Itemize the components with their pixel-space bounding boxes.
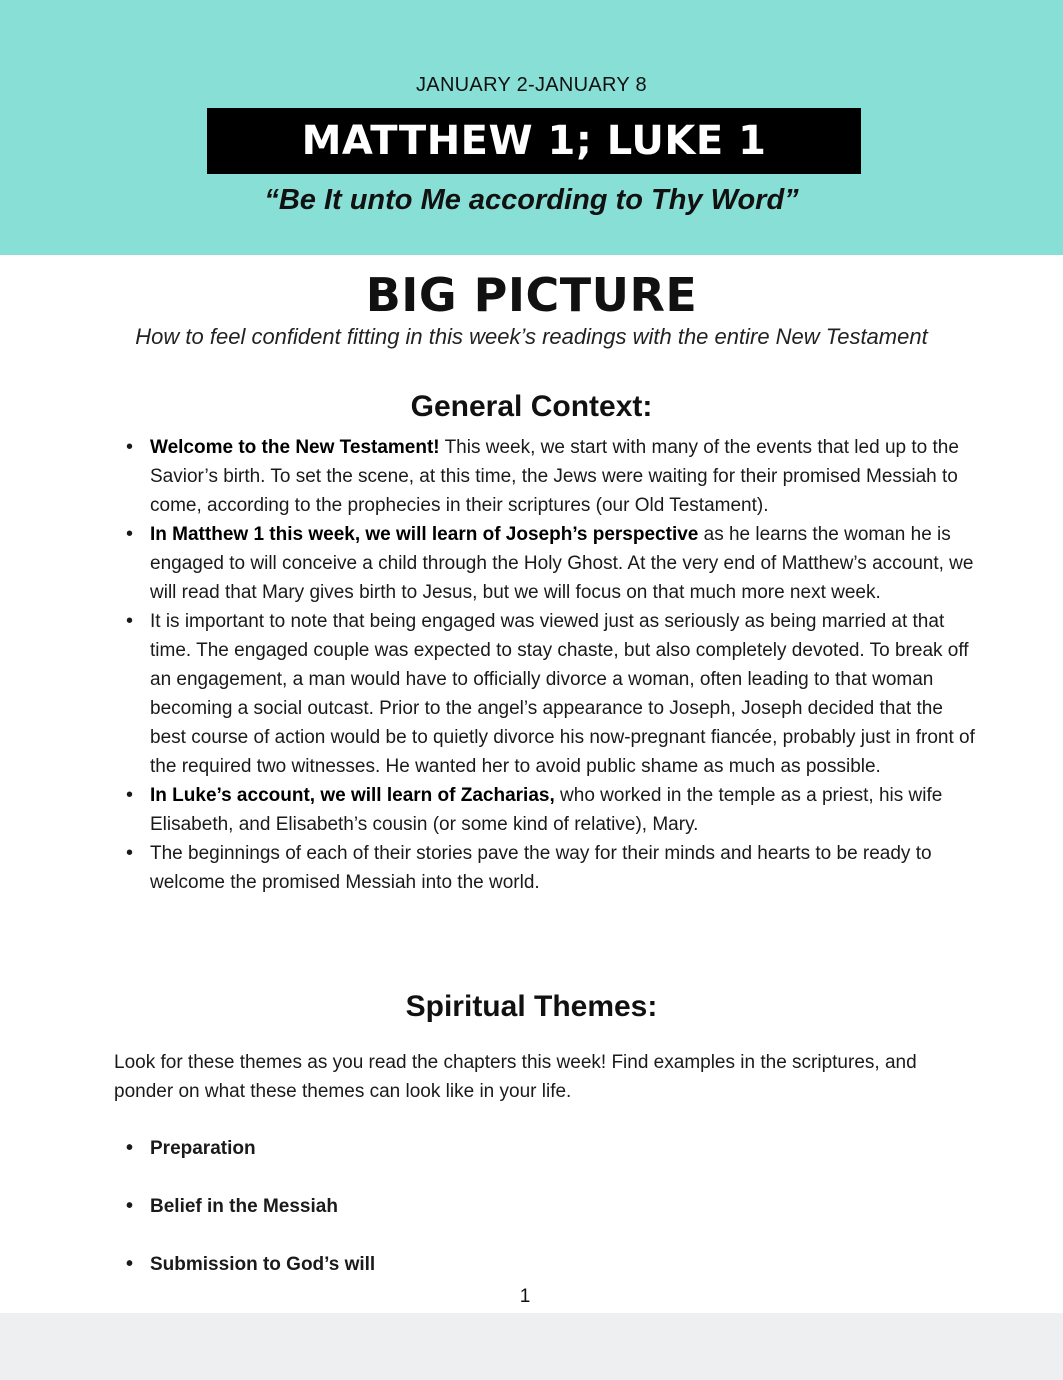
spiritual-themes-heading: Spiritual Themes: bbox=[405, 990, 658, 1023]
list-item bbox=[126, 781, 976, 839]
list-item bbox=[126, 433, 976, 520]
big-picture-tagline: How to feel confident fitting in this week’s readings with the entire New Testament bbox=[135, 324, 928, 349]
footer-band bbox=[0, 1313, 1063, 1380]
list-item-text: This week, we start with many of the events that led up to the Savior’s birth. To set the scene, at this time, the Jews were waiting for their promised Messiah to come, according to the prophecies in their scriptures (our Old Testament). bbox=[150, 437, 959, 516]
theme-item: • Belief in the Messiah bbox=[126, 1192, 976, 1221]
theme-item: • Preparation bbox=[126, 1134, 976, 1163]
big-picture-title: BIG PICTURE bbox=[365, 268, 698, 322]
theme-item: • Submission to God’s will bbox=[126, 1250, 976, 1279]
date-range: JANUARY 2-JANUARY 8 bbox=[416, 74, 647, 96]
list-item-text: as he learns the woman he is engaged to will conceive a child through the Holy Ghost. At the very end of Matthew’s account, we will read that Mary gives birth to Jesus, but we will focus on that much more next week. bbox=[150, 524, 974, 603]
spiritual-themes-intro: Look for these themes as you read the chapters this week! Find examples in the scriptures, and ponder on what these themes can look like in your life. bbox=[114, 1052, 917, 1102]
list-item bbox=[126, 520, 976, 607]
list-item-bold: Welcome to the New Testament! bbox=[150, 437, 440, 458]
list-item-text: It is important to note that being engaged was viewed just as seriously as being married at that time. The engaged couple was expected to stay chaste, but also completely devoted. To break off an engagement, a man would have to officially divorce a woman, often leading to that woman becoming a social outcast. Prior to the angel’s appearance to Joseph, Joseph decided that the best course of action would be to quietly divorce his now-pregnant fiancée, probably just in front of the required two witnesses. He wanted her to avoid public shame as much as possible. bbox=[150, 611, 975, 777]
page-number: 1 bbox=[519, 1286, 531, 1307]
general-context-list bbox=[126, 433, 976, 897]
general-context-heading: General Context: bbox=[410, 390, 653, 423]
page-subtitle: “Be It unto Me according to Thy Word” bbox=[264, 184, 799, 216]
list-item-bold: In Matthew 1 this week, we will learn of Joseph’s perspective bbox=[150, 524, 699, 545]
spiritual-themes-list bbox=[126, 1134, 976, 1308]
list-item bbox=[126, 839, 976, 897]
list-item-text: who worked in the temple as a priest, his wife Elisabeth, and Elisabeth’s cousin (or some kind of relative), Mary. bbox=[150, 785, 943, 835]
list-item-bold: In Luke’s account, we will learn of Zacharias, bbox=[150, 785, 555, 806]
page-title: MATTHEW 1; LUKE 1 bbox=[207, 108, 861, 174]
header-banner bbox=[0, 0, 1063, 255]
list-item bbox=[126, 607, 976, 781]
list-item-text: The beginnings of each of their stories pave the way for their minds and hearts to be ready to welcome the promised Messiah into the world. bbox=[150, 843, 932, 893]
